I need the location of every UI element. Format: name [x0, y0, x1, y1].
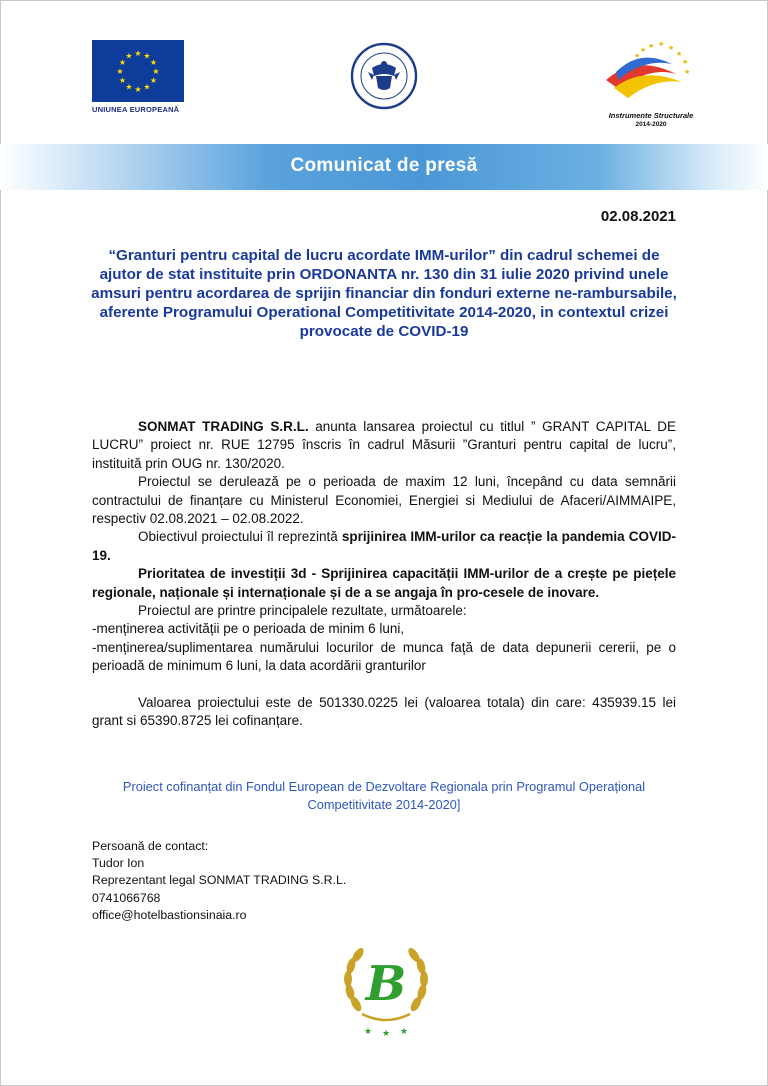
laurel-wreath-icon — [334, 934, 438, 1038]
svg-text:★: ★ — [400, 1026, 409, 1036]
svg-text:★: ★ — [149, 76, 158, 85]
svg-text:★: ★ — [134, 49, 142, 58]
svg-text:★: ★ — [143, 51, 151, 61]
contact-name: Tudor Ion — [92, 856, 145, 871]
hotel-bastion-logo — [334, 934, 438, 1038]
svg-text:★: ★ — [640, 47, 647, 54]
body-text — [92, 418, 676, 731]
instrumente-structurale-years: 2014-2020 — [635, 121, 667, 128]
announcement-text: anunta lansarea proiectul cu titlul ” GRANT CAPITAL DE LUCRU” proiect nr. RUE 12795 înscris în cadrul Măsurii ”Granturi pentru capital de lucru”, instituită prin OUG nr. 130/2020. — [92, 419, 676, 471]
company-name: SONMAT TRADING S.R.L. — [138, 419, 309, 434]
paragraph-results-intro: Proiectul are printre principalele rezultate, următoarele: — [138, 603, 467, 619]
paragraph-priority: Prioritatea de investiții 3d - Sprijinirea capacității IMM-urilor de a crește pe piețele regionale, naționale și internaționale și de a se angaja în pro-cesele de inovare. — [92, 566, 676, 600]
svg-text:★: ★ — [676, 51, 683, 58]
instrumente-structurale-logo — [596, 36, 706, 128]
contact-phone: 0741066768 — [92, 890, 161, 905]
page-title: Comunicat de presă — [290, 155, 478, 176]
objective-text: Obiectivul proiectului îl reprezintă — [138, 529, 342, 545]
svg-text:★: ★ — [648, 43, 655, 50]
svg-text:★: ★ — [658, 41, 665, 48]
svg-text:★: ★ — [118, 76, 127, 85]
paragraph-value: Valoarea proiectului este de 501330.0225 lei (valoarea totala) din care: 435939.15 lei grant si 65390.8725 lei cofinanțare. — [92, 694, 676, 729]
result-item-1: -menținerea activității pe o perioada de minim 6 luni, — [92, 621, 405, 637]
eu-caption: UNIUNEA EUROPEANĂ — [92, 105, 180, 114]
svg-text:★: ★ — [116, 67, 124, 76]
hotel-logo-letter: B — [365, 956, 407, 1012]
svg-text:★: ★ — [668, 45, 675, 52]
eu-flag-icon — [92, 40, 184, 102]
contact-role: Reprezentant legal SONMAT TRADING S.R.L. — [92, 873, 347, 888]
svg-text:★: ★ — [143, 82, 151, 92]
cofinancing-note: Proiect cofinanțat din Fondul European de Dezvoltare Regionala prin Programul Operațional Competitivitate 2014-2020] — [122, 779, 646, 812]
eu-logo — [92, 40, 186, 114]
press-release-date: 02.08.2021 — [600, 208, 676, 225]
svg-text:★: ★ — [634, 53, 641, 60]
contact-label: Persoană de contact: — [92, 839, 209, 853]
paragraph-objective — [92, 528, 676, 565]
contact-block — [92, 838, 492, 924]
government-seal-icon — [350, 42, 418, 110]
svg-text:★: ★ — [125, 51, 133, 61]
svg-text:★: ★ — [682, 59, 689, 66]
svg-text:★: ★ — [152, 67, 160, 76]
result-item-2: -menținerea/suplimentarea numărului locurilor de munca față de data depunerii cererii, pe o perioadă de minimum 6 luni, la data acordării granturilor — [92, 639, 676, 674]
svg-text:★: ★ — [149, 58, 158, 67]
instrumente-structurale-icon — [596, 36, 706, 106]
svg-text:★: ★ — [382, 1028, 391, 1038]
svg-text:★: ★ — [684, 69, 691, 76]
svg-text:★: ★ — [125, 82, 133, 92]
contact-email: office@hotelbastionsinaia.ro — [92, 907, 247, 922]
svg-text:★: ★ — [134, 85, 142, 94]
paragraph-period: Proiectul se derulează pe o perioada de maxim 12 luni, începând cu data semnării contractului de finanțare cu Ministerul Economiei, Energiei si Mediului de Afaceri/AIMMAIPE, respectiv 02.08.2021 – 02.08.2022. — [92, 474, 676, 527]
headline: “Granturi pentru capital de lucru acordate IMM-urilor” din cadrul schemei de ajutor de stat instituite prin ORDONANTA nr. 130 din 31 iulie 2020 privind unele amsuri pentru acordarea de sprijin financiar din fonduri externe ne-rambursabile, aferente Programului Operational Competitivitate 2014-2020, in contextul crizei provocate de COVID-19 — [91, 247, 677, 340]
instrumente-structurale-caption: Instrumente Structurale — [608, 111, 694, 120]
svg-text:★: ★ — [364, 1026, 373, 1036]
svg-text:★: ★ — [118, 58, 127, 67]
objective-bold: sprijinirea IMM-urilor ca reacție la pandemia COVID-19. — [92, 529, 676, 563]
paragraph-announcement — [92, 418, 676, 473]
